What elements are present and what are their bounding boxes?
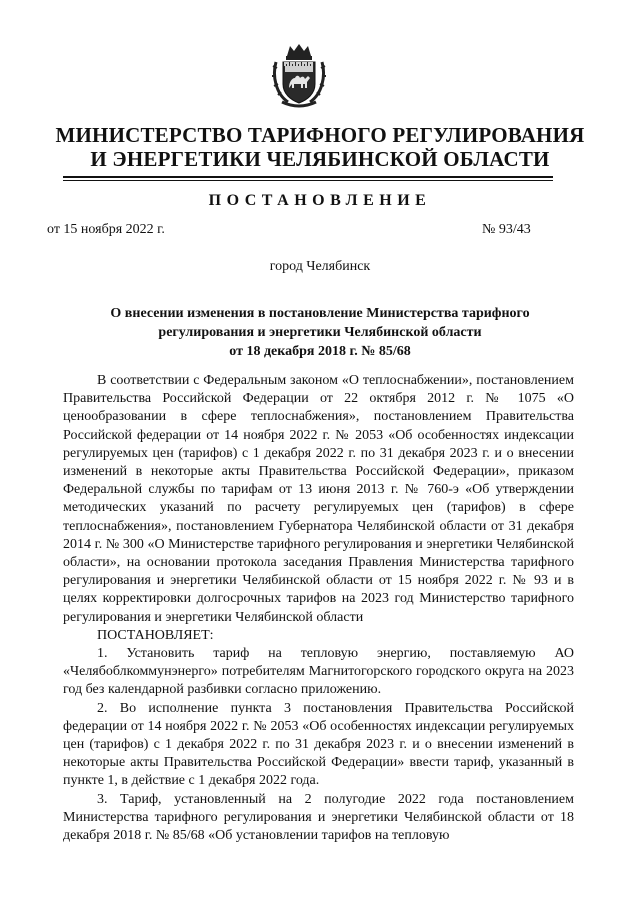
item-1-paragraph: 1. Установить тариф на тепловую энергию, поставляемую АО «Челябоблкоммунэнерго» потребителям Магнитогорского городского округа на 2023 год без календарной разбивки согласно приложению.: [63, 646, 574, 698]
ministry-name-line-2: И ЭНЕРГЕТИКИ ЧЕЛЯБИНСКОЙ ОБЛАСТИ: [90, 147, 550, 171]
header-divider-thin: [63, 180, 553, 181]
title-line-3: от 18 декабря 2018 г. № 85/68: [229, 344, 411, 359]
item-2-paragraph: 2. Во исполнение пункта 3 постановления Правительства Российской федерации от 14 ноября 2022 г. № 2053 «Об особенностях индексации регулируемых цен (тарифов) с 1 декабря 2022 г. по 31 декабря 2023 г. и о внесении изменений в некоторые акты Правительства Российской Федерации» ввести тариф, указанный в пункте 1, в действие с 1 декабря 2022 года.: [63, 700, 574, 789]
resolves-line: ПОСТАНОВЛЯЕТ:: [97, 627, 214, 643]
preamble-paragraph: В соответствии с Федеральным законом «О теплоснабжении», постановлением Правительства Российской Федерации от 22 октября 2012 г. № 1075 «О ценообразовании в сфере теплоснабжения», постановлением Правительства Российской федерации от 14 ноября 2022 г. № 2053 «Об особенностях индексации регулируемых цен (тарифов) с 1 декабря 2022 г. по 31 декабря 2023 г. и о внесении изменений в некоторые акты Правительства Российской Федерации», приказом Федеральной службы по тарифам от 13 июня 2013 г. № 760-э «Об утверждении методических указаний по расчету регулируемых цен (тарифов) в сфере теплоснабжения», постановлением Губернатора Челябинской области от 31 декабря 2014 г. № 300 «О Министерстве тарифного регулирования и энергетики Челябинской области», на основании протокола заседания Правления Министерства тарифного регулирования и энергетики Челябинской области от 15 ноября 2022 г. № 93 и в целях корректировки долгосрочных тарифов на 2023 год Министерство тарифного регулирования и энергетики Челябинской области: [63, 373, 574, 625]
document-number: № 93/43: [482, 222, 531, 237]
document-body: [63, 372, 574, 845]
ministry-name-line-1: МИНИСТЕРСТВО ТАРИФНОГО РЕГУЛИРОВАНИЯ: [55, 123, 585, 147]
document-type: ПОСТАНОВЛЕНИЕ: [208, 192, 432, 209]
document-date: от 15 ноября 2022 г.: [47, 222, 165, 237]
header-divider-thick: [63, 176, 553, 178]
item-3-paragraph: 3. Тариф, установленный на 2 полугодие 2022 года постановлением Министерства тарифного регулирования и энергетики Челябинской области от 18 декабря 2018 г. № 85/68 «Об установлении тарифов на тепловую: [63, 791, 574, 844]
coat-of-arms-emblem: [270, 42, 328, 108]
chelyabinsk-coat-of-arms-icon: [270, 42, 328, 108]
title-line-1: О внесении изменения в постановление Министерства тарифного: [110, 306, 530, 321]
document-city: город Челябинск: [269, 259, 371, 274]
document-title: [100, 304, 540, 361]
title-line-2: регулирования и энергетики Челябинской области: [158, 325, 482, 340]
